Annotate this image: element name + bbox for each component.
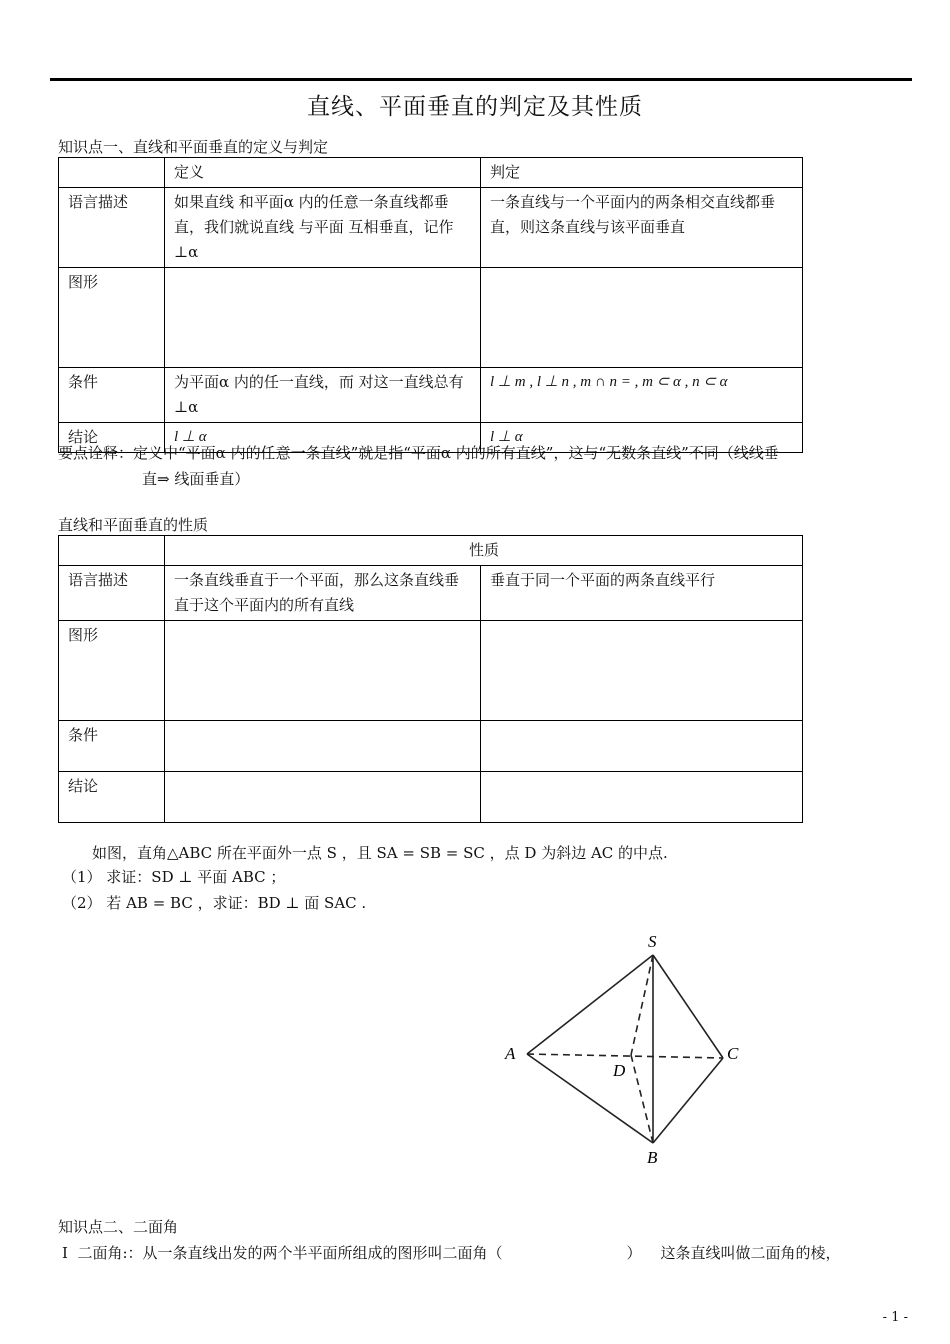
section2-heading: 直线和平面垂直的性质 (58, 516, 209, 534)
header-cell-judgment: 判定 (481, 158, 803, 188)
row-label: 语言描述 (59, 566, 165, 621)
property-cell-b: 垂直于同一个平面的两条直线平行 (481, 566, 803, 621)
table-row (59, 772, 803, 823)
edge-SC (653, 955, 723, 1058)
problem-q2: （2） 若 AB = BC ，求证：BD ⊥ 面 SAC . (62, 894, 367, 912)
property-cell-a (165, 772, 481, 823)
definition-cell (165, 268, 481, 368)
row-label: 语言描述 (59, 188, 165, 268)
definition-cell: 为平面α 内的任一直线，而 对这一直线总有 ⊥α (165, 368, 481, 423)
judgment-cell (481, 268, 803, 368)
table-row (59, 621, 803, 721)
page-number: - 1 - (882, 1310, 908, 1325)
row-label: 结论 (59, 772, 165, 823)
table-header-row (59, 536, 803, 566)
row-label: 图形 (59, 268, 165, 368)
table-header-row (59, 158, 803, 188)
header-cell-empty (59, 536, 165, 566)
label-D: D (613, 1061, 626, 1080)
top-rule (50, 78, 912, 81)
edge-CB (653, 1058, 723, 1143)
judgment-cell: 一条直线与一个平面内的两条相交直线都垂直，则这条直线与该平面垂直 (481, 188, 803, 268)
judgment-cell: l ⊥ m , l ⊥ n , m ∩ n = , m ⊂ α , n ⊂ α (481, 368, 803, 423)
table-row (59, 566, 803, 621)
row-label: 图形 (59, 621, 165, 721)
note-line-2: 直⇒ 线面垂直） (142, 470, 250, 488)
label-C: C (727, 1044, 739, 1063)
property-cell-a (165, 621, 481, 721)
definition-table (58, 157, 803, 453)
key-point-note (58, 440, 918, 492)
row-label: 结论 (59, 423, 165, 453)
header-cell-empty (59, 158, 165, 188)
label-A: A (505, 1044, 516, 1063)
note-line-1: 要点诠释：定义中“平面α 内的任意一条直线”就是指“平面α 内的所有直线”，这与“无数条直线”不同（线线垂 (58, 444, 779, 462)
table-row (59, 268, 803, 368)
property-cell-b (481, 621, 803, 721)
problem-stem: 如图，直角△ABC 所在平面外一点 S ，且 SA = SB = SC ，点 D 为斜边 AC 的中点. (92, 844, 668, 862)
row-label: 条件 (59, 368, 165, 423)
edge-AC-hidden (527, 1054, 723, 1058)
table-row (59, 188, 803, 268)
row-label: 条件 (59, 721, 165, 772)
definition-cell: l ⊥ α (165, 423, 481, 453)
judgment-cell: l ⊥ α (481, 423, 803, 453)
table-row (59, 368, 803, 423)
property-cell-a (165, 721, 481, 772)
label-S: S (648, 932, 657, 951)
property-cell-b (481, 721, 803, 772)
section1-heading: 知识点一、直线和平面垂直的定义与判定 (58, 138, 329, 156)
dihedral-definition: Ⅰ 二面角:：从一条直线出发的两个半平面所组成的图形叫二面角（ ） 这条直线叫做二面角的棱， (62, 1244, 841, 1262)
property-cell-b (481, 772, 803, 823)
pyramid-figure (495, 925, 755, 1175)
property-table (58, 535, 803, 823)
header-cell-definition: 定义 (165, 158, 481, 188)
header-cell-property: 性质 (165, 536, 803, 566)
section3-heading: 知识点二、二面角 (58, 1218, 179, 1236)
definition-cell: 如果直线 和平面α 内的任意一条直线都垂直，我们就说直线 与平面 互相垂直，记作 ⊥α (165, 188, 481, 268)
property-cell-a: 一条直线垂直于一个平面，那么这条直线垂直于这个平面内的所有直线 (165, 566, 481, 621)
label-B: B (647, 1148, 658, 1167)
problem-q1: （1） 求证：SD ⊥ 平面 ABC ； (62, 868, 286, 886)
table-row (59, 721, 803, 772)
page-title: 直线、平面垂直的判定及其性质 (307, 94, 643, 120)
